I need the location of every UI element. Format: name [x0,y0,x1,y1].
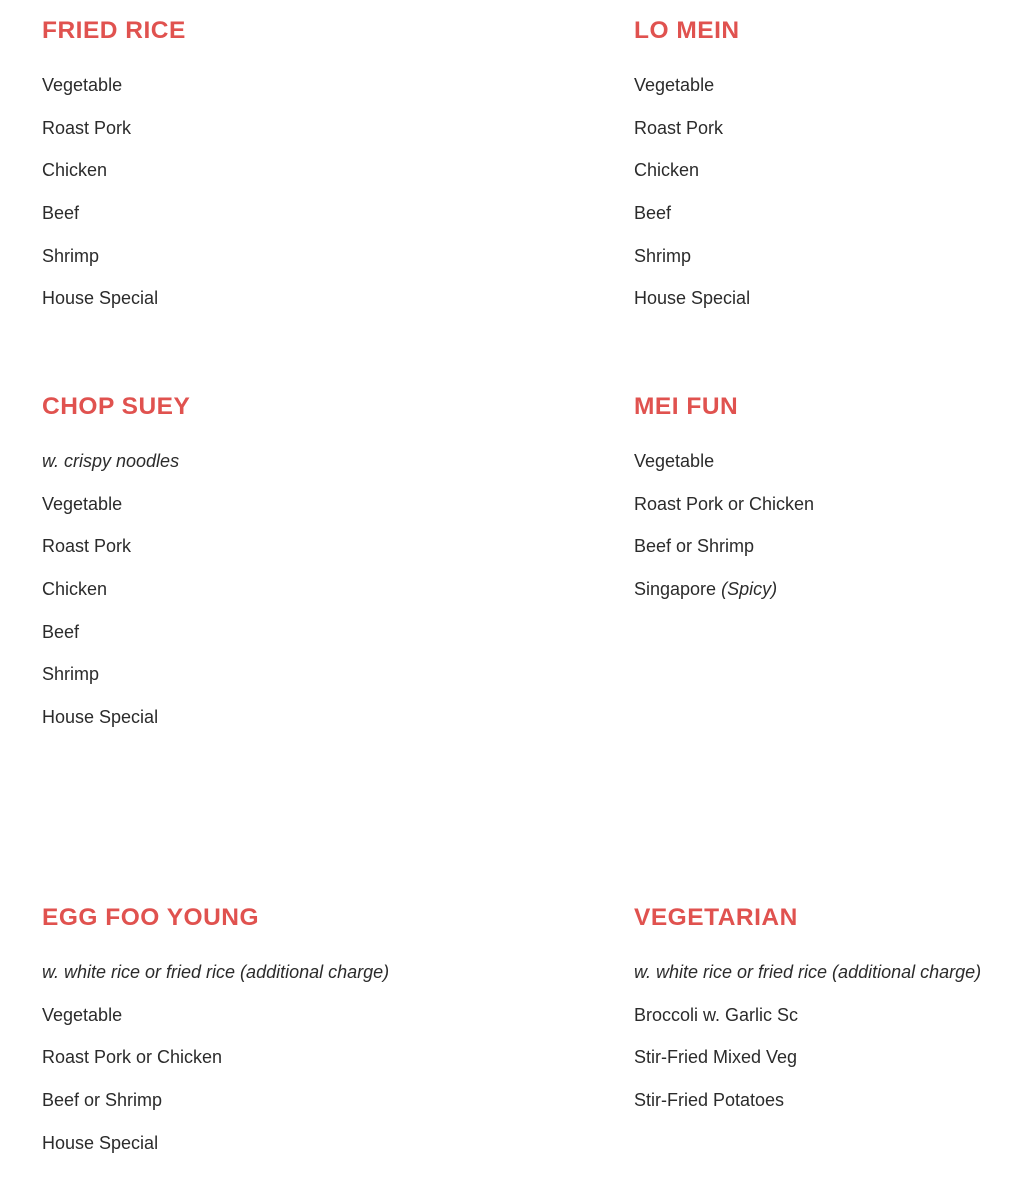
menu-item: Beef [634,203,672,224]
menu-section-chop-suey [42,395,422,749]
menu-item-singapore [634,578,1014,621]
section-note: w. crispy noodles [42,451,180,471]
menu-item: Vegetable [634,451,715,471]
menu-section-mei-fun [634,395,1014,621]
menu-item-list [42,74,422,330]
menu-item: Shrimp [42,664,100,685]
menu-item-list [634,961,1014,1132]
menu-item: House Special [42,707,159,728]
section-title: VEGETARIAN [634,904,798,931]
menu-item: Vegetable [42,75,123,95]
menu-item: Vegetable [42,493,123,514]
section-title: CHOP SUEY [42,393,191,420]
menu-item: Beef or Shrimp [42,1090,163,1111]
menu-item: Shrimp [42,245,100,266]
menu-item: Stir-Fried Potatoes [634,1090,785,1111]
menu-item: House Special [634,288,751,309]
menu-item: Roast Pork [42,536,132,557]
menu-item: Stir-Fried Mixed Veg [634,1047,798,1068]
section-note: w. white rice or fried rice (additional charge) [634,962,982,982]
menu-item-list [42,450,422,749]
menu-item: Chicken [42,160,108,181]
menu-section-vegetarian [634,906,1014,1132]
menu-item: Broccoli w. Garlic Sc [634,1004,799,1025]
menu-item: Shrimp [634,245,692,266]
menu-item: House Special [42,1132,159,1153]
menu-item: Roast Pork [42,117,132,138]
section-title: MEI FUN [634,393,739,420]
menu-section-egg-foo-young [42,906,422,1174]
section-title: LO MEIN [634,17,740,44]
menu-item-name: Singapore [634,579,717,600]
spicy-tag: (Spicy) [721,579,778,600]
menu-item: Beef [42,203,80,224]
menu-item-list [634,74,1014,330]
menu-item: Chicken [634,160,700,181]
menu-item: Roast Pork or Chicken [42,1047,223,1068]
menu-item: Roast Pork or Chicken [634,493,815,514]
menu-section-fried-rice [42,19,422,330]
menu-item: Roast Pork [634,117,724,138]
menu-section-lo-mein [634,19,1014,330]
menu-item: House Special [42,288,159,309]
section-title: FRIED RICE [42,17,186,44]
menu-item-list [42,961,422,1174]
menu-item: Beef or Shrimp [634,536,755,557]
section-title: EGG FOO YOUNG [42,904,260,931]
menu-item: Chicken [42,579,108,600]
menu-item-list [634,450,1014,621]
section-note: w. white rice or fried rice (additional charge) [42,962,390,982]
menu-item: Beef [42,621,80,642]
menu-item: Vegetable [42,1004,123,1025]
menu-item: Vegetable [634,75,715,95]
